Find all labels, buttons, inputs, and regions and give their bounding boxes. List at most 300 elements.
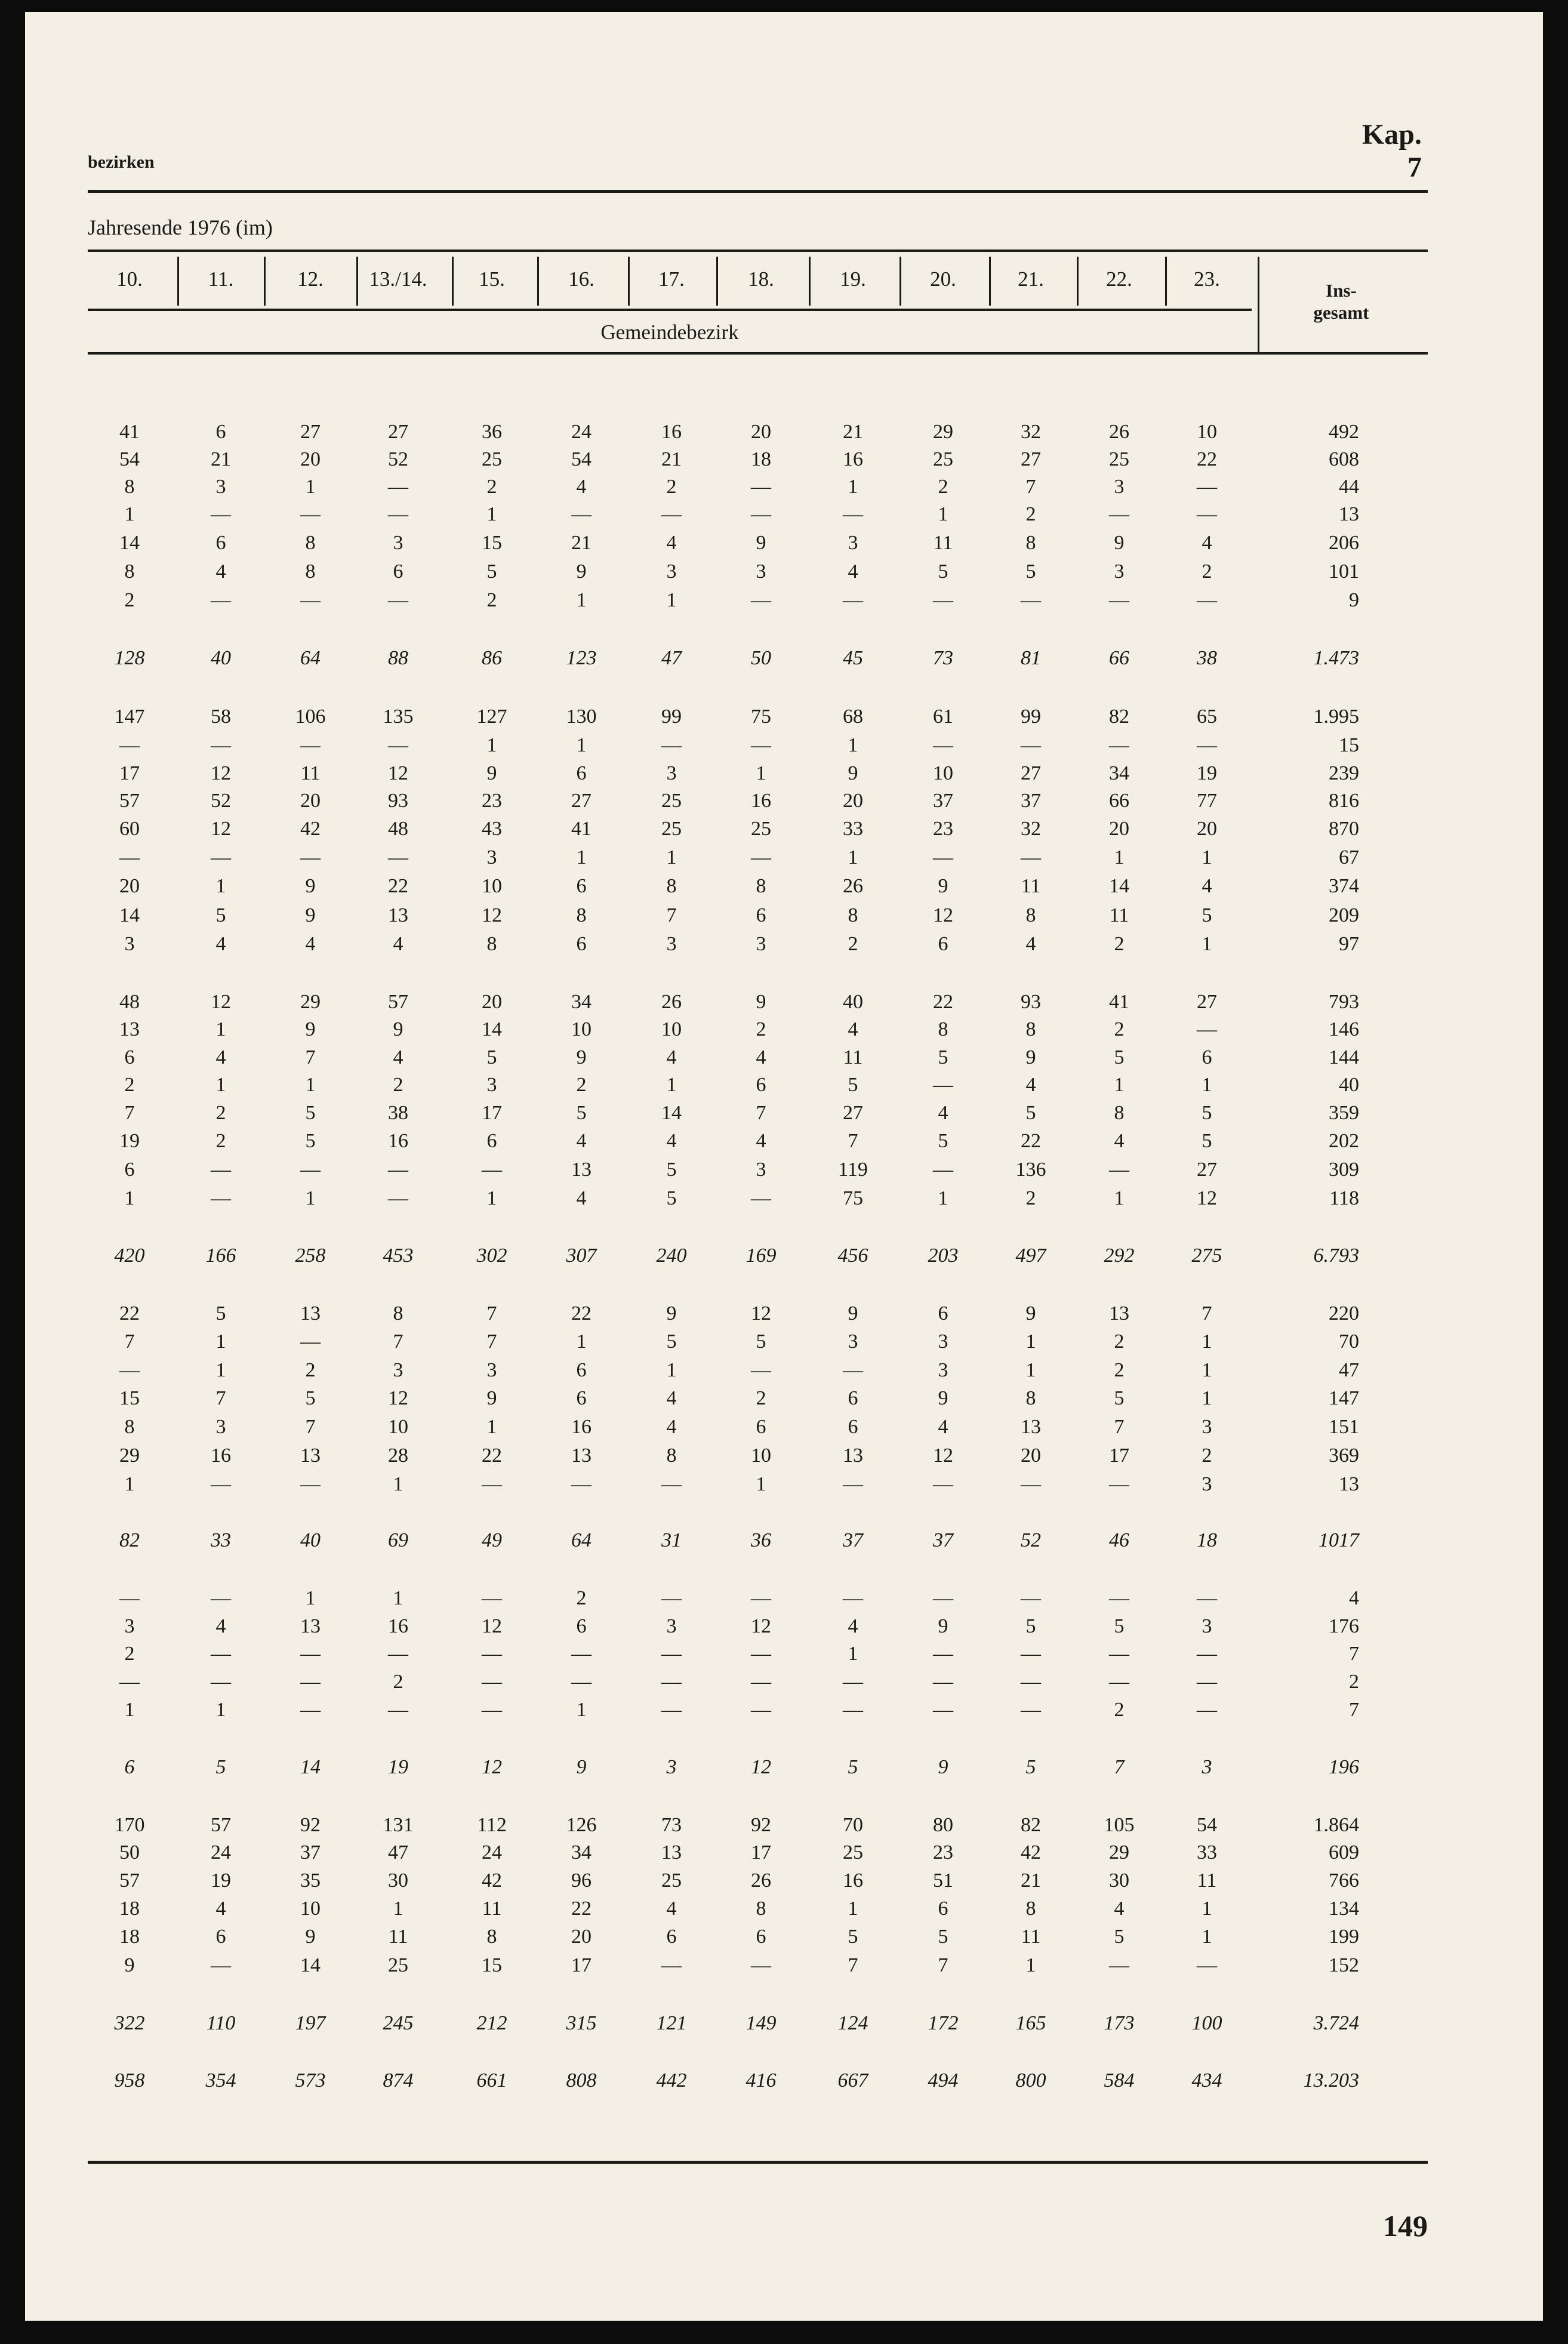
table-cell: 37	[843, 1529, 863, 1551]
table-cell: 5	[215, 904, 226, 926]
table-cell: 5	[1114, 1926, 1125, 1948]
table-cell: —	[571, 503, 592, 525]
table-cell: 20	[1109, 818, 1129, 840]
table-cell: 4	[393, 933, 403, 955]
table-cell: 42	[482, 1869, 502, 1892]
table-cell: 1	[666, 589, 677, 611]
table-cell: 9	[938, 1387, 948, 1409]
table-cell: —	[211, 503, 231, 525]
table-cell: 7	[124, 1330, 135, 1353]
table-cell: —	[388, 1699, 408, 1721]
table-cell: 7	[1114, 1416, 1125, 1438]
table-cell: 1	[848, 846, 858, 868]
column-divider	[1165, 257, 1167, 306]
table-cell: 126	[566, 1814, 597, 1836]
table-cell: 61	[933, 706, 953, 728]
total-cell: 151	[1329, 1416, 1359, 1438]
table-cell: 1	[1202, 846, 1212, 868]
table-cell: 25	[1109, 448, 1129, 470]
table-cell: —	[300, 734, 321, 756]
total-cell: 152	[1329, 1954, 1359, 1976]
table-cell: 1	[486, 734, 497, 756]
table-cell: 9	[1114, 532, 1125, 554]
total-cell: 374	[1329, 875, 1359, 897]
table-cell: 6	[666, 1926, 677, 1948]
table-cell: 11	[1197, 1869, 1217, 1892]
total-cell: 15	[1339, 734, 1359, 756]
table-cell: 9	[393, 1018, 403, 1040]
table-cell: 2	[576, 1074, 587, 1096]
table-cell: 8	[124, 476, 135, 498]
header-left-title: bezirken	[88, 152, 155, 172]
table-cell: —	[751, 589, 771, 611]
table-cell: 13	[843, 1444, 863, 1467]
table-cell: 173	[1104, 2012, 1135, 2034]
table-cell: 21	[211, 448, 231, 470]
table-cell: 172	[928, 2012, 959, 2034]
table-cell: 9	[848, 762, 858, 784]
table-cell: 46	[1109, 1529, 1129, 1551]
table-cell: —	[843, 1671, 863, 1693]
table-cell: 8	[938, 1018, 948, 1040]
column-header: 20.	[930, 267, 956, 291]
table-cell: 22	[571, 1898, 592, 1920]
table-cell: 1	[1025, 1359, 1036, 1381]
table-cell: 5	[486, 560, 497, 583]
total-cell: 1.995	[1313, 706, 1359, 728]
table-cell: —	[1109, 1587, 1129, 1609]
table-cell: 3	[756, 1159, 766, 1181]
table-cell: 5	[1114, 1387, 1125, 1409]
table-cell: 354	[205, 2069, 236, 2092]
table-cell: 20	[300, 790, 321, 812]
table-cell: 23	[933, 1841, 953, 1864]
table-cell: 64	[571, 1529, 592, 1551]
table-cell: 7	[756, 1102, 766, 1124]
table-cell: 1	[305, 1587, 316, 1609]
table-cell: 28	[388, 1444, 408, 1467]
table-cell: —	[661, 1643, 682, 1665]
table-cell: —	[211, 734, 231, 756]
column-header: 11.	[208, 267, 234, 291]
table-cell: 12	[1197, 1187, 1217, 1209]
table-cell: 45	[843, 647, 863, 669]
total-cell: 793	[1329, 991, 1359, 1013]
table-cell: 43	[482, 818, 502, 840]
table-cell: 49	[482, 1529, 502, 1551]
total-cell: 7	[1349, 1643, 1359, 1665]
table-cell: 16	[211, 1444, 231, 1467]
table-cell: 20	[1021, 1444, 1041, 1467]
table-cell: 5	[1025, 1102, 1036, 1124]
table-cell: 5	[848, 1926, 858, 1948]
table-cell: —	[211, 1587, 231, 1609]
table-cell: —	[1197, 1587, 1217, 1609]
table-cell: —	[843, 1587, 863, 1609]
total-cell: 67	[1339, 846, 1359, 868]
table-cell: —	[119, 846, 140, 868]
table-cell: 315	[566, 2012, 597, 2034]
total-cell: 7	[1349, 1699, 1359, 1721]
table-cell: 10	[1197, 421, 1217, 443]
table-cell: 11	[933, 532, 953, 554]
table-cell: 8	[305, 532, 316, 554]
table-cell: 4	[1202, 532, 1212, 554]
table-cell: 8	[1025, 904, 1036, 926]
table-cell: 1	[124, 1473, 135, 1495]
table-cell: 26	[843, 875, 863, 897]
table-cell: 1	[305, 1074, 316, 1096]
table-cell: 1	[393, 1898, 403, 1920]
table-cell: —	[211, 1187, 231, 1209]
table-cell: 8	[1025, 1018, 1036, 1040]
table-cell: —	[751, 1671, 771, 1693]
table-subtitle: Jahresende 1976 (im)	[88, 215, 273, 239]
table-cell: 9	[576, 560, 587, 583]
table-cell: 1	[848, 1643, 858, 1665]
table-cell: 65	[1197, 706, 1217, 728]
table-cell: 6	[938, 1302, 948, 1325]
table-cell: 7	[1025, 476, 1036, 498]
table-cell: 302	[476, 1245, 507, 1267]
table-cell: 166	[205, 1245, 236, 1267]
table-cell: 31	[661, 1529, 682, 1551]
table-cell: —	[843, 589, 863, 611]
table-cell: 10	[571, 1018, 592, 1040]
table-cell: 34	[571, 991, 592, 1013]
table-cell: 3	[1202, 1416, 1212, 1438]
column-divider	[716, 257, 718, 306]
table-cell: 6	[215, 421, 226, 443]
table-cell: 38	[388, 1102, 408, 1124]
table-cell: 4	[1025, 1074, 1036, 1096]
table-cell: 2	[938, 476, 948, 498]
table-cell: 5	[848, 1756, 858, 1778]
table-cell: 25	[843, 1841, 863, 1864]
table-cell: 13	[571, 1159, 592, 1181]
total-cell: 146	[1329, 1018, 1359, 1040]
table-cell: 54	[1197, 1814, 1217, 1836]
column-divider	[989, 257, 991, 306]
table-cell: 22	[1021, 1130, 1041, 1152]
table-cell: 8	[666, 875, 677, 897]
table-cell: 874	[383, 2069, 414, 2092]
table-cell: 6	[576, 875, 587, 897]
total-cell: 6.793	[1313, 1245, 1359, 1267]
table-cell: 6	[124, 1756, 135, 1778]
table-cell: 1	[848, 734, 858, 756]
table-cell: 41	[119, 421, 140, 443]
table-cell: 5	[938, 560, 948, 583]
table-cell: 4	[938, 1416, 948, 1438]
total-cell: 118	[1329, 1187, 1359, 1209]
table-cell: 1	[215, 1074, 226, 1096]
table-cell: —	[388, 589, 408, 611]
table-cell: 52	[388, 448, 408, 470]
table-cell: 5	[215, 1302, 226, 1325]
table-cell: 27	[1021, 762, 1041, 784]
table-cell: 73	[661, 1814, 682, 1836]
table-cell: 661	[476, 2069, 507, 2092]
header-rule-3	[88, 352, 1428, 355]
table-cell: —	[211, 1159, 231, 1181]
table-cell: 12	[388, 762, 408, 784]
table-cell: 21	[1021, 1869, 1041, 1892]
table-cell: 5	[486, 1046, 497, 1068]
table-cell: 2	[393, 1074, 403, 1096]
table-cell: 123	[566, 647, 597, 669]
table-cell: 37	[1021, 790, 1041, 812]
table-cell: 25	[388, 1954, 408, 1976]
table-cell: 497	[1015, 1245, 1046, 1267]
total-cell: 206	[1329, 532, 1359, 554]
table-cell: 442	[656, 2069, 687, 2092]
table-cell: 25	[661, 818, 682, 840]
table-cell: 1	[305, 1187, 316, 1209]
table-cell: 6	[576, 1359, 587, 1381]
table-cell: 4	[848, 560, 858, 583]
table-cell: 13	[1109, 1302, 1129, 1325]
table-cell: —	[119, 734, 140, 756]
table-cell: 119	[838, 1159, 868, 1181]
table-cell: 99	[1021, 706, 1041, 728]
table-cell: 3	[666, 762, 677, 784]
table-cell: —	[751, 503, 771, 525]
table-cell: —	[388, 476, 408, 498]
table-cell: 1	[215, 875, 226, 897]
table-cell: 3	[938, 1359, 948, 1381]
table-cell: 2	[756, 1018, 766, 1040]
table-cell: 8	[1114, 1102, 1125, 1124]
table-cell: 1	[576, 1699, 587, 1721]
table-cell: 9	[848, 1302, 858, 1325]
table-cell: —	[300, 846, 321, 868]
table-cell: 7	[1114, 1756, 1125, 1778]
table-cell: 136	[1015, 1159, 1046, 1181]
table-cell: 2	[486, 476, 497, 498]
table-cell: 1	[486, 503, 497, 525]
table-cell: 4	[666, 1416, 677, 1438]
table-cell: 5	[1025, 1756, 1036, 1778]
table-cell: 36	[482, 421, 502, 443]
table-cell: 169	[746, 1245, 777, 1267]
table-cell: —	[751, 1359, 771, 1381]
table-cell: 33	[211, 1529, 231, 1551]
table-cell: 22	[1197, 448, 1217, 470]
table-cell: 7	[1202, 1302, 1212, 1325]
table-cell: 93	[388, 790, 408, 812]
total-cell: 70	[1339, 1330, 1359, 1353]
table-cell: 131	[383, 1814, 414, 1836]
table-cell: 4	[1202, 875, 1212, 897]
table-cell: 2	[666, 476, 677, 498]
table-cell: —	[482, 1159, 502, 1181]
table-cell: —	[751, 1187, 771, 1209]
total-cell: 196	[1329, 1756, 1359, 1778]
table-cell: 11	[1021, 875, 1041, 897]
table-cell: 10	[751, 1444, 771, 1467]
table-cell: 11	[1021, 1926, 1041, 1948]
table-cell: 197	[295, 2012, 326, 2034]
table-cell: 66	[1109, 647, 1129, 669]
table-cell: —	[1021, 1671, 1041, 1693]
table-cell: —	[1197, 734, 1217, 756]
table-cell: 32	[1021, 421, 1041, 443]
table-cell: 68	[843, 706, 863, 728]
table-cell: 7	[666, 904, 677, 926]
total-cell: 9	[1349, 589, 1359, 611]
table-cell: —	[933, 589, 953, 611]
table-cell: 5	[1202, 1102, 1212, 1124]
table-cell: 12	[482, 904, 502, 926]
table-cell: 17	[751, 1841, 771, 1864]
table-cell: 15	[482, 1954, 502, 1976]
table-cell: —	[300, 1643, 321, 1665]
table-cell: 1	[393, 1473, 403, 1495]
table-cell: —	[211, 1643, 231, 1665]
table-cell: 13	[300, 1444, 321, 1467]
table-cell: 2	[1114, 1330, 1125, 1353]
table-cell: —	[933, 1671, 953, 1693]
table-cell: 69	[388, 1529, 408, 1551]
table-cell: 4	[215, 1898, 226, 1920]
table-cell: —	[661, 734, 682, 756]
table-cell: 2	[124, 1643, 135, 1665]
table-cell: 15	[482, 532, 502, 554]
table-cell: 7	[124, 1102, 135, 1124]
table-cell: 16	[388, 1130, 408, 1152]
table-cell: 23	[482, 790, 502, 812]
total-cell: 766	[1329, 1869, 1359, 1892]
total-cell: 4	[1349, 1587, 1359, 1609]
column-divider	[452, 257, 454, 306]
table-cell: 2	[1114, 1359, 1125, 1381]
table-cell: 11	[300, 762, 321, 784]
table-cell: 165	[1015, 2012, 1046, 2034]
column-header: 15.	[479, 267, 505, 291]
column-divider	[628, 257, 630, 306]
total-label-line1: Ins-	[1326, 280, 1357, 301]
table-cell: —	[933, 846, 953, 868]
table-cell: —	[843, 503, 863, 525]
table-cell: 10	[482, 875, 502, 897]
table-cell: 7	[305, 1046, 316, 1068]
table-cell: 7	[848, 1954, 858, 1976]
total-cell: 13	[1339, 1473, 1359, 1495]
table-cell: 86	[482, 647, 502, 669]
table-cell: 8	[576, 904, 587, 926]
table-cell: 112	[477, 1814, 507, 1836]
table-cell: 6	[576, 762, 587, 784]
table-cell: 21	[843, 421, 863, 443]
table-cell: 2	[215, 1130, 226, 1152]
table-cell: 4	[666, 1898, 677, 1920]
table-cell: 20	[1197, 818, 1217, 840]
table-cell: 121	[656, 2012, 687, 2034]
table-cell: 245	[383, 2012, 414, 2034]
table-cell: 75	[843, 1187, 863, 1209]
table-cell: 12	[388, 1387, 408, 1409]
table-cell: 17	[1109, 1444, 1129, 1467]
table-cell: 6	[938, 933, 948, 955]
column-header: 10.	[116, 267, 143, 291]
table-cell: —	[388, 846, 408, 868]
header-rule-1	[88, 250, 1428, 252]
table-cell: 149	[746, 2012, 777, 2034]
table-cell: 18	[119, 1898, 140, 1920]
table-cell: 6	[938, 1898, 948, 1920]
table-cell: 1	[215, 1359, 226, 1381]
table-cell: 4	[215, 1046, 226, 1068]
table-cell: 12	[751, 1756, 771, 1778]
table-cell: 130	[566, 706, 597, 728]
total-cell: 3.724	[1313, 2012, 1359, 2034]
table-cell: 82	[1109, 706, 1129, 728]
table-cell: 24	[482, 1841, 502, 1864]
table-cell: 9	[576, 1756, 587, 1778]
table-cell: 12	[751, 1302, 771, 1325]
table-cell: 1	[1202, 1359, 1212, 1381]
table-cell: 20	[300, 448, 321, 470]
table-cell: 1	[486, 1187, 497, 1209]
column-header: 16.	[568, 267, 594, 291]
table-cell: 3	[486, 1359, 497, 1381]
total-column-header	[1267, 279, 1416, 324]
table-cell: 30	[388, 1869, 408, 1892]
table-cell: 7	[486, 1302, 497, 1325]
table-cell: —	[1109, 734, 1129, 756]
table-cell: —	[119, 1671, 140, 1693]
table-cell: —	[661, 1954, 682, 1976]
table-cell: 66	[1109, 790, 1129, 812]
table-cell: 9	[305, 1018, 316, 1040]
table-cell: 10	[388, 1416, 408, 1438]
column-header: 12.	[297, 267, 324, 291]
top-rule	[88, 190, 1428, 193]
table-cell: 1	[1114, 1187, 1125, 1209]
table-cell: 2	[848, 933, 858, 955]
table-cell: 13	[119, 1018, 140, 1040]
table-cell: —	[300, 1330, 321, 1353]
table-cell: 22	[571, 1302, 592, 1325]
table-cell: 6	[576, 933, 587, 955]
table-cell: 4	[666, 1387, 677, 1409]
column-divider	[1077, 257, 1079, 306]
table-cell: 14	[119, 532, 140, 554]
table-cell: 4	[1025, 933, 1036, 955]
table-cell: 147	[114, 706, 145, 728]
table-cell: 3	[124, 1615, 135, 1637]
table-cell: 7	[393, 1330, 403, 1353]
table-cell: 3	[756, 560, 766, 583]
total-cell: 13.203	[1303, 2069, 1359, 2092]
table-cell: —	[571, 1473, 592, 1495]
table-cell: 21	[571, 532, 592, 554]
table-cell: 73	[933, 647, 953, 669]
table-cell: —	[843, 1699, 863, 1721]
table-cell: —	[211, 1473, 231, 1495]
table-cell: 19	[388, 1756, 408, 1778]
table-cell: —	[933, 1587, 953, 1609]
table-cell: 3	[1202, 1615, 1212, 1637]
table-cell: 52	[211, 790, 231, 812]
table-cell: 1	[576, 846, 587, 868]
table-cell: 50	[751, 647, 771, 669]
table-cell: 3	[124, 933, 135, 955]
table-cell: —	[843, 1359, 863, 1381]
table-cell: 14	[482, 1018, 502, 1040]
table-cell: 203	[928, 1245, 959, 1267]
